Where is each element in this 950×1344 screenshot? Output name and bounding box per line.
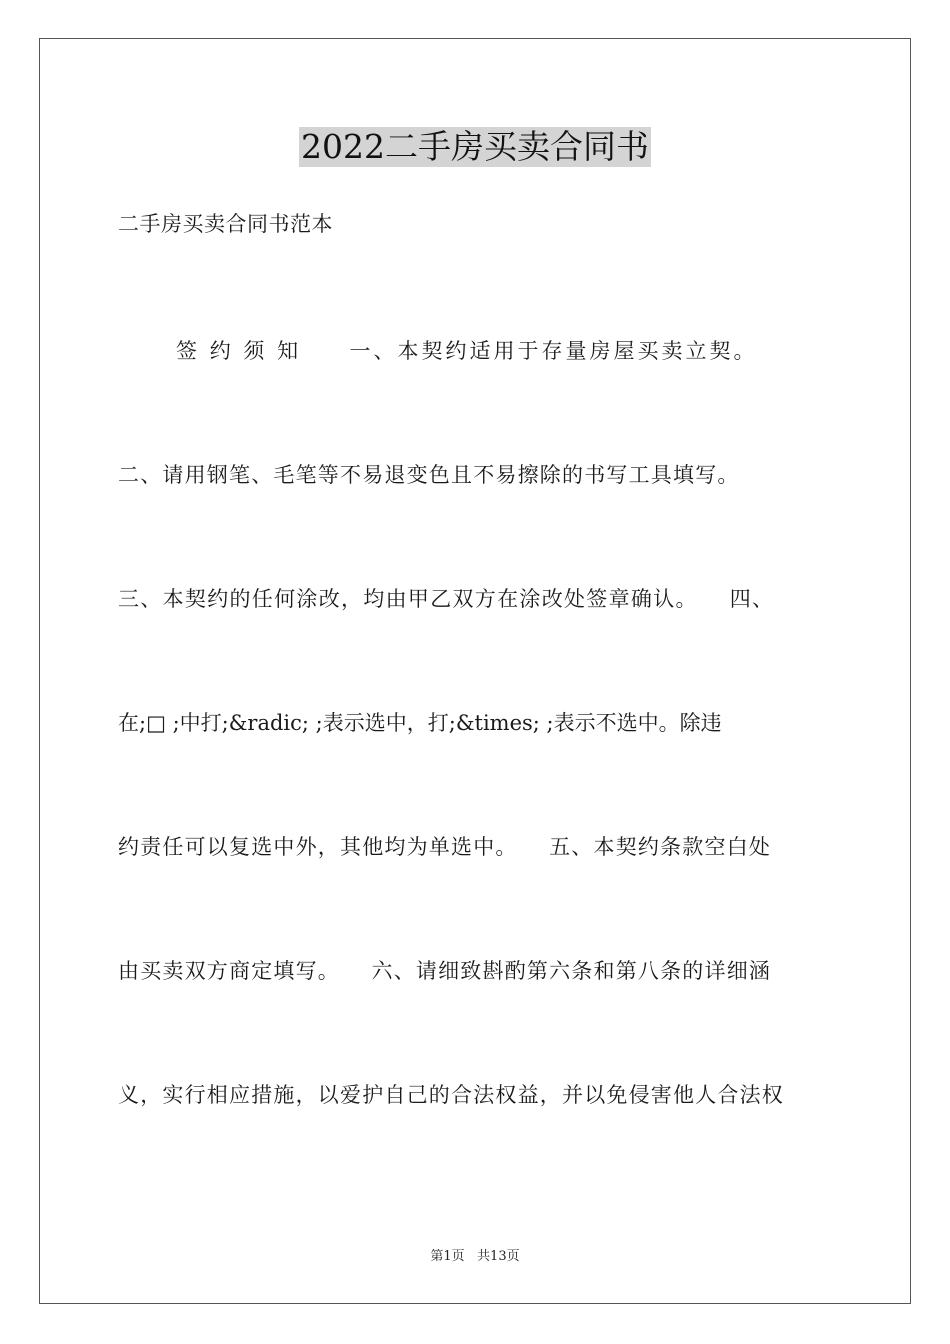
paragraph-line: 约责任可以复选中外，其他均为单选中。 五、本契约条款空白处 — [118, 835, 772, 859]
page-footer: 第1页 共13页 — [430, 1249, 520, 1264]
document-title: 2022二手房买卖合同书 — [301, 127, 649, 166]
title-container — [0, 127, 950, 167]
document-subtitle: 二手房买卖合同书范本 — [118, 212, 333, 236]
paragraph-line: 义，实行相应措施，以爱护自己的合法权益，并以免侵害他人合法权 — [118, 1083, 784, 1107]
paragraph-line: 二、请用钢笔、毛笔等不易退变色且不易擦除的书写工具填写。 — [118, 463, 740, 487]
paragraph-line: 由买卖双方商定填写。 六、请细致斟酌第六条和第八条的详细涵 — [118, 959, 772, 983]
paragraph-line: 三、本契约的任何涂改，均由甲乙双方在涂改处签章确认。 四、 — [118, 587, 775, 611]
paragraph-line: 在;□ ;中打;&radic; ;表示选中，打;&times; ;表示不选中。除违 — [118, 711, 722, 735]
paragraph-line: 签 约 须 知 一、本契约适用于存量房屋买卖立契。 — [118, 339, 758, 363]
